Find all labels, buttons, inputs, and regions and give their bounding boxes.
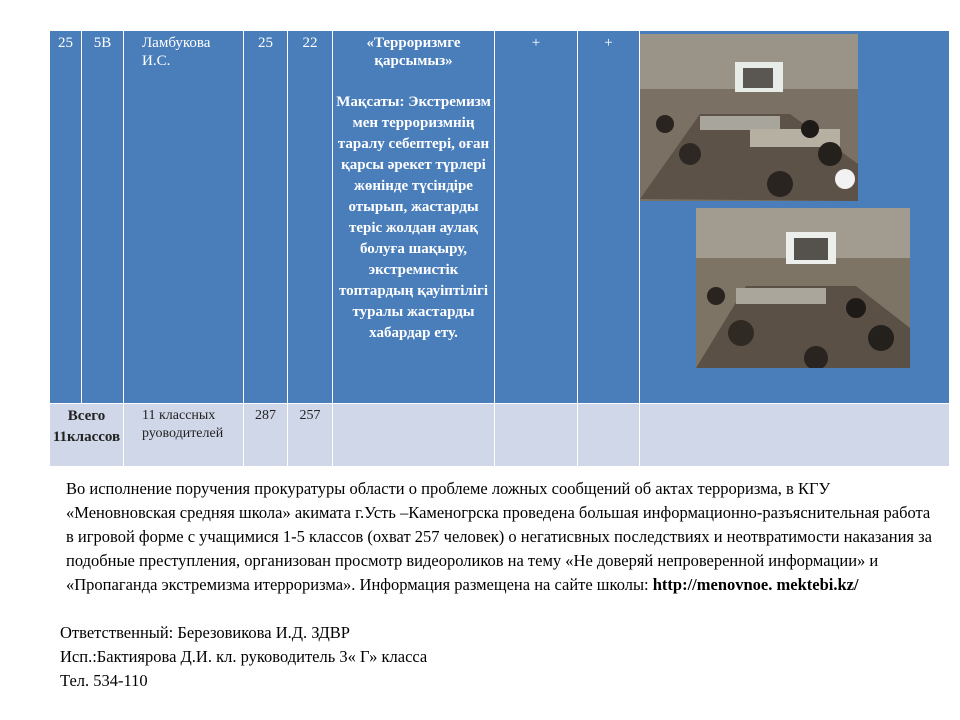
row-number-cell xyxy=(50,31,82,404)
theme-title: «Терроризмге қарсымыз» xyxy=(366,35,461,69)
mark-1: + xyxy=(531,35,541,51)
empty-cell xyxy=(333,404,495,467)
class-name: 5В xyxy=(93,35,112,51)
empty-cell xyxy=(495,404,578,467)
contacts xyxy=(60,621,940,693)
info-text: Во исполнение поручения прокуратуры области о проблеме ложных сообщений об актах терроризма, в КГУ «Меновновская средняя школа» акимата г.Усть –Каменогрска проведена большая информационно-разъяснительная работа в игровой форме с учащимися 1-5 классов (охват 257 человек) о негатисвных последствиях и неотвратимости наказания за подобные преступления, организован просмотр видеороликов на тему «Не доверяй непроверенной информации» и «Пропаганда экстремизма итерроризма». Информация размещена на сайте школы: xyxy=(66,479,932,594)
teacher-name: Ламбукова И.С. xyxy=(142,35,211,69)
class-cell xyxy=(82,31,124,404)
responsible-line: Ответственный: Березовикова И.Д. ЗДВР xyxy=(60,623,350,642)
theme-cell xyxy=(333,31,495,404)
mark-cell-1 xyxy=(495,31,578,404)
phone-line: Тел. 534-110 xyxy=(60,671,148,690)
total-label: Всего 11классов xyxy=(52,408,121,445)
total-row xyxy=(50,404,950,467)
info-paragraph xyxy=(60,477,940,597)
students-covered-cell xyxy=(288,31,333,404)
teacher-cell xyxy=(124,31,244,404)
mark-2: + xyxy=(604,35,613,51)
school-site-link[interactable]: http://menovnoe. mektebi.kz/ xyxy=(652,575,859,594)
total-students: 287 xyxy=(255,408,276,423)
executor-line: Исп.:Бактиярова Д.И. кл. руководитель 3« Г» класса xyxy=(60,647,428,666)
students-covered: 22 xyxy=(302,35,318,51)
theme-goal: Мақсаты: Экстремизм мен терроризмнің таралу себептері, оған қарсы әрекет түрлері жөнінде түсіндіре отырып, жастарды теріс жолдан аулақ болуға шақыру, экстремистік топтардың қауіптілігі туралы жастарды хабардар ету. xyxy=(336,94,491,341)
total-label-cell xyxy=(50,404,124,467)
empty-cell xyxy=(640,404,950,467)
total-teachers-cell xyxy=(124,404,244,467)
table-row xyxy=(50,31,950,404)
info-block xyxy=(60,477,940,693)
total-teachers: 11 классных руоводителей xyxy=(142,408,224,441)
classroom-photo-1 xyxy=(640,34,858,201)
students-total-cell xyxy=(244,31,288,404)
empty-cell xyxy=(578,404,640,467)
report-table xyxy=(49,30,950,467)
total-students-cell xyxy=(244,404,288,467)
students-total: 25 xyxy=(258,35,273,51)
total-covered: 257 xyxy=(299,408,321,423)
total-covered-cell xyxy=(288,404,333,467)
mark-cell-2 xyxy=(578,31,640,404)
classroom-photo-2 xyxy=(696,208,910,368)
photo-cell xyxy=(640,31,950,404)
row-number: 25 xyxy=(58,35,73,51)
